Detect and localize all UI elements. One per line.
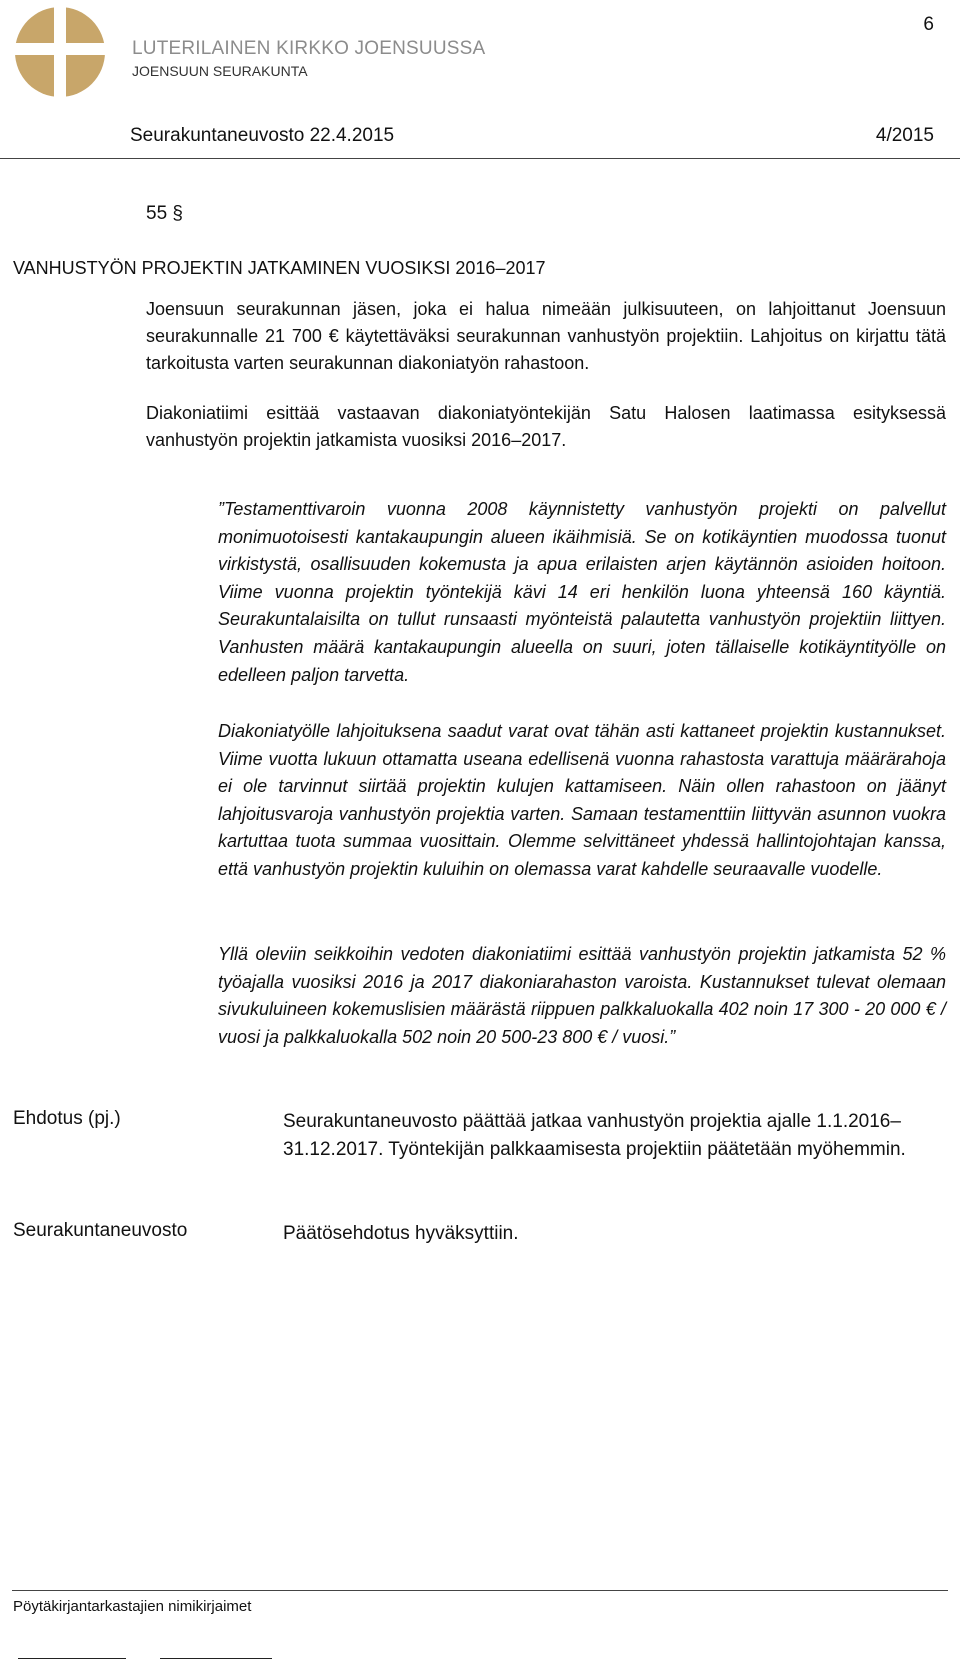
- organization-name: LUTERILAINEN KIRKKO JOENSUUSSA: [132, 38, 486, 59]
- proposal-text: Seurakuntaneuvosto päättää jatkaa vanhustyön projektia ajalle 1.1.2016–31.12.2017. Työntekijän palkkaamisesta projektiin päätetään myöhemmin.: [283, 1111, 906, 1160]
- church-logo-icon: [14, 6, 106, 98]
- proposal-label: Ehdotus (pj.): [13, 1108, 121, 1129]
- decision-label: Seurakuntaneuvosto: [13, 1220, 188, 1241]
- issue-number: 4/2015: [875, 125, 934, 146]
- initials-signature-line: [18, 1658, 126, 1659]
- inspector-initials-label: Pöytäkirjantarkastajien nimikirjaimet: [13, 1598, 252, 1615]
- footer-divider: [12, 1590, 948, 1591]
- page-number: 6: [923, 14, 934, 35]
- section-title: VANHUSTYÖN PROJEKTIN JATKAMINEN VUOSIKSI 2016–2017: [13, 258, 546, 278]
- body-paragraph: Joensuun seurakunnan jäsen, joka ei halua nimeään julkisuuteen, on lahjoittanut Joensuun seurakunnalle 21 700 € käytettäväksi seurakunnan vanhustyön projektiin. Lahjoitus on kirjattu tätä tarkoitusta varten seurakunnan diakoniatyön rahastoon.: [146, 299, 946, 373]
- quote-paragraph: Yllä oleviin seikkoihin vedoten diakoniatiimi esittää vanhustyön projektin jatkamista 52 % työajalla vuosiksi 2016 ja 2017 diakoniarahaston varoista. Kustannukset tulevat olemaan sivukuluineen kokemuslisien määrästä riippuen palkkaluokalla 402 noin 17 300 - 20 000 € / vuosi ja palkkaluokalla 502 noin 20 500-23 800 € / vuosi.”: [218, 944, 946, 1047]
- meeting-title: Seurakuntaneuvosto 22.4.2015: [130, 125, 395, 146]
- parish-name: JOENSUUN SEURAKUNTA: [132, 63, 308, 79]
- quote-paragraph: Diakoniatyölle lahjoituksena saadut varat ovat tähän asti kattaneet projektin kustannukset. Viime vuotta lukuun ottamatta useana edellisenä vuonna rahastosta varattuja määrärahoja ei ole tarvinnut siirtää projektin kulujen kattamiseen. Näin ollen rahastoon on jäänyt lahjoitusvaroja vanhustyön projektia varten. Samaan testamenttiin liittyvän asunnon vuokra kartuttaa tuota summaa vuosittain. Olemme selvittäneet yhdessä hallintojohtajan kanssa, että vanhustyön projektin kuluihin on olemassa varat kahdelle seuraavalle vuodelle.: [218, 721, 946, 879]
- section-number: 55 §: [146, 203, 183, 224]
- decision-text: Päätösehdotus hyväksyttiin.: [283, 1223, 519, 1244]
- quote-paragraph: ”Testamenttivaroin vuonna 2008 käynnistetty vanhustyön projekti on palvellut monimuotoisesti kantakaupungin alueen ikäihmisiä. Se on kotikäyntien muodossa tuonut virkistystä, osallisuuden kokemusta ja apua erilaisten arjen käytännön asioiden hoitoon. Viime vuonna projektin työntekijä kävi 14 eri henkilön luona yhteensä 160 käyntiä. Seurakuntalaisilta on tullut runsaasti myönteistä palautetta vanhustyön projektiin liittyen. Vanhusten määrä kantakaupungin alueella on suuri, joten tällaiselle kotikäyntityölle on edelleen paljon tarvetta.: [218, 499, 946, 685]
- header-divider: [0, 158, 960, 159]
- body-paragraph: Diakoniatiimi esittää vastaavan diakoniatyöntekijän Satu Halosen laatimassa esityksessä vanhustyön projektin jatkamista vuosiksi 2016–2017.: [146, 403, 946, 450]
- initials-signature-line: [160, 1658, 272, 1659]
